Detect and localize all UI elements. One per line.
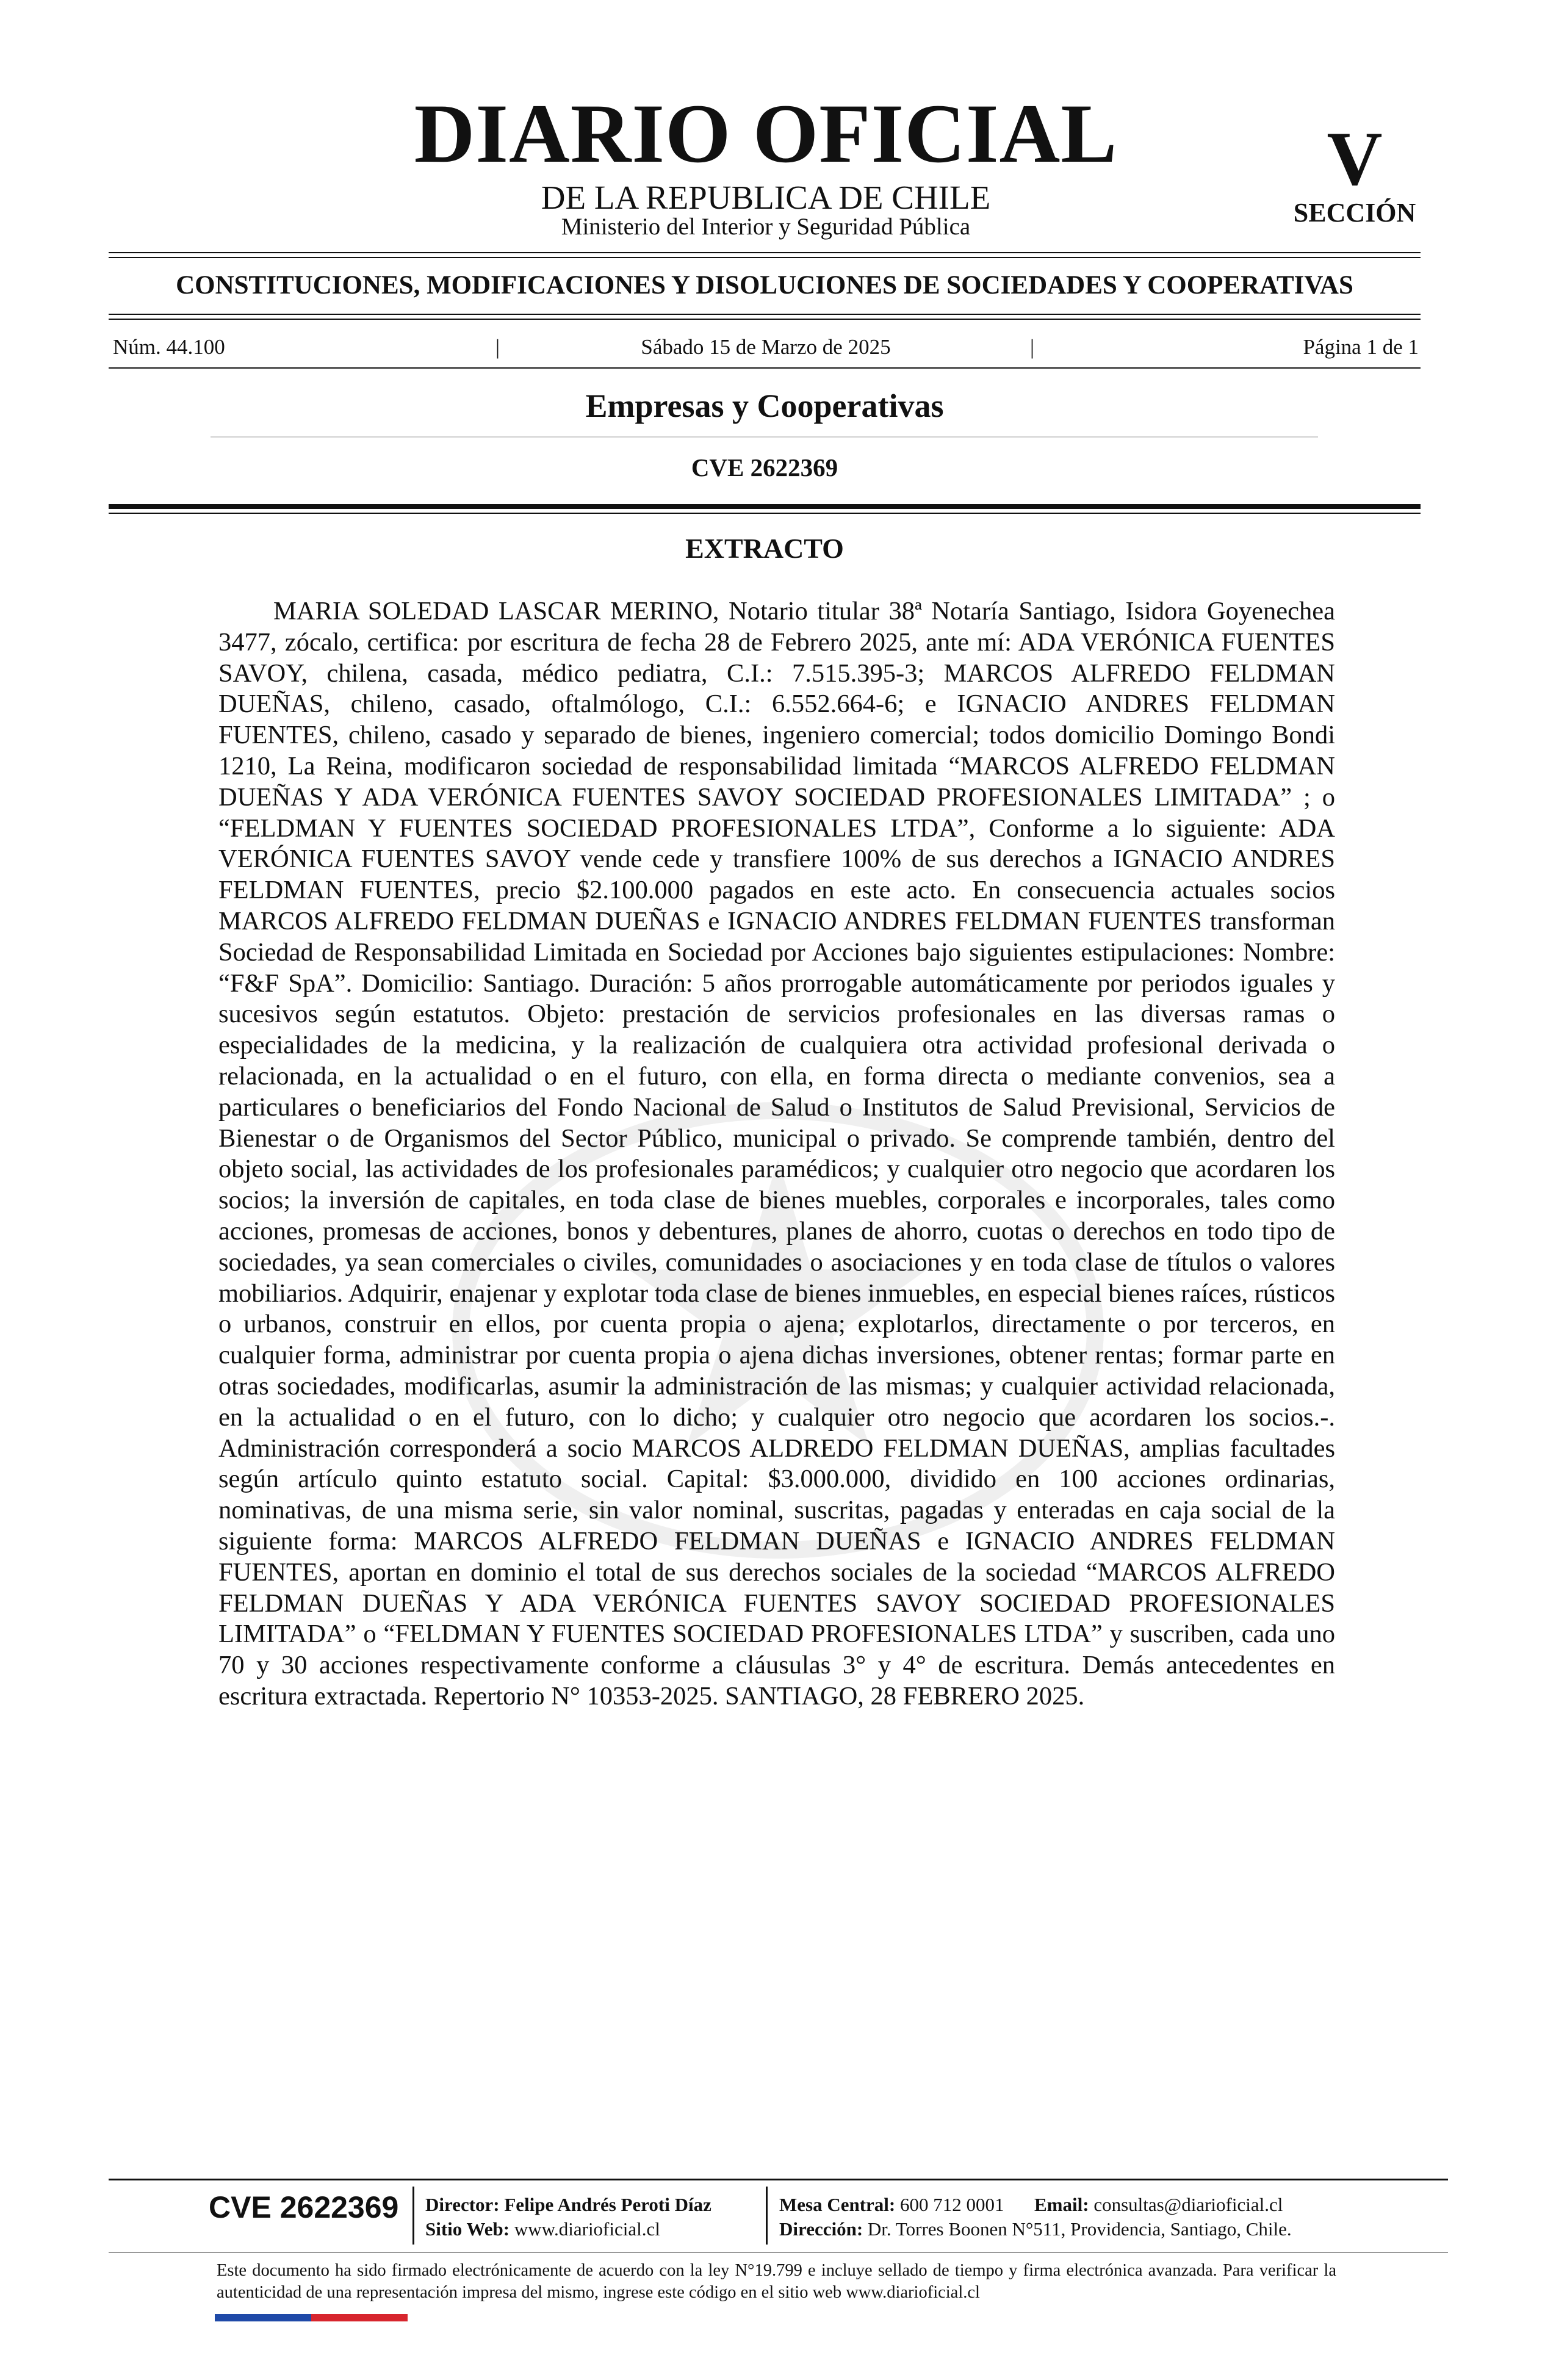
address-value: Dr. Torres Boonen N°511, Providencia, Santiago, Chile. <box>867 2218 1292 2240</box>
issue-rule-bottom <box>109 367 1421 369</box>
footer-cve-code: CVE 2622369 <box>209 2190 399 2224</box>
issue-number: Núm. 44.100 <box>113 335 225 359</box>
issue-separator: | <box>1030 335 1035 359</box>
email-link[interactable]: consultas@diarioficial.cl <box>1093 2194 1283 2215</box>
content-rule-thick <box>109 504 1421 509</box>
footer-director-block <box>425 2193 711 2241</box>
section-heading: CONSTITUCIONES, MODIFICACIONES Y DISOLUCIONES DE SOCIEDADES Y COOPERATIVAS <box>176 271 1353 300</box>
issue-rule-top-2 <box>109 319 1421 320</box>
issue-separator: | <box>495 335 500 359</box>
mesa-phone: 600 712 0001 <box>900 2194 1004 2215</box>
issue-page: Página 1 de 1 <box>1303 335 1419 359</box>
masthead-ministry: Ministerio del Interior y Seguridad Pública <box>561 214 971 240</box>
extract-title: EXTRACTO <box>685 533 844 564</box>
flag-stripe-blue <box>215 2314 311 2321</box>
director-name: Felipe Andrés Peroti Díaz <box>504 2194 711 2215</box>
footer-contact-block <box>779 2193 1292 2241</box>
category-divider <box>211 436 1318 438</box>
issue-rule-top-1 <box>109 314 1421 315</box>
site-label: Sitio Web: <box>425 2218 510 2240</box>
masthead-title: DIARIO OFICIAL <box>414 87 1118 180</box>
email-label: Email: <box>1034 2194 1089 2215</box>
issue-info-row <box>113 335 1419 359</box>
section-letter: V <box>1327 117 1383 201</box>
issue-date: Sábado 15 de Marzo de 2025 <box>641 335 891 359</box>
masthead-rule-bottom <box>109 257 1421 258</box>
cve-code: CVE 2622369 <box>691 453 838 481</box>
site-link[interactable]: www.diarioficial.cl <box>514 2218 660 2240</box>
footer-legal-note: Este documento ha sido firmado electrónicamente de acuerdo con la ley N°19.799 e incluye sellado de tiempo y firma electrónica avanzada. Para verificar la autenticidad de una representación impresa del mismo, ingrese este código en el sitio web www.diarioficial.cl <box>217 2261 1336 2302</box>
footer-divider <box>766 2187 768 2245</box>
category-title: Empresas y Cooperativas <box>585 388 944 424</box>
masthead-subtitle: DE LA REPUBLICA DE CHILE <box>541 179 991 216</box>
footer-rule-middle <box>109 2252 1448 2253</box>
flag-stripe-red <box>311 2314 408 2321</box>
address-label: Dirección: <box>779 2218 863 2240</box>
extract-body-text: MARIA SOLEDAD LASCAR MERINO, Notario titular 38ª Notaría Santiago, Isidora Goyenechea 3477, zócalo, certifica: por escritura de fecha 28 de Febrero 2025, ante mí: ADA VERÓNICA FUENTES SAVOY, chilena, casada, médico pediatra, C.I.: 7.515.395-3; MARCOS ALFREDO FELDMAN DUEÑAS, chileno, casado, oftalmólogo, C.I.: 6.552.664-6; e IGNACIO ANDRES FELDMAN FUENTES, chileno, casado y separado de bienes, ingeniero comercial; todos domicilio Domingo Bondi 1210, La Reina, modificaron sociedad de responsabilidad limitada “MARCOS ALFREDO FELDMAN DUEÑAS Y ADA VERÓNICA FUENTES SAVOY SOCIEDAD PROFESIONALES LIMITADA” ; o “FELDMAN Y FUENTES SOCIEDAD PROFESIONALES LTDA”, Conforme a lo siguiente: ADA VERÓNICA FUENTES SAVOY vende cede y transfiere 100% de sus derechos a IGNACIO ANDRES FELDMAN FUENTES, precio $2.100.000 pagados en este acto. En consecuencia actuales socios MARCOS ALFREDO FELDMAN DUEÑAS e IGNACIO ANDRES FELDMAN FUENTES transforman Sociedad de Responsabilidad Limitada en Sociedad por Acciones bajo siguientes estipulaciones: Nombre: “F&F SpA”. Domicilio: Santiago. Duración: 5 años prorrogable automáticamente por periodos iguales y sucesivos según estatutos. Objeto: prestación de servicios profesionales en las diversas ramas o especialidades de la medicina, y la realización de cualquiera otra actividad profesional derivada o relacionada, en la actualidad o en el futuro, con ella, en forma directa o mediante convenios, sea a particulares o beneficiarios del Fondo Nacional de Salud o Institutos de Salud Previsional, Servicios de Bienestar o de Organismos del Sector Público, municipal o privado. Se comprende también, dentro del objeto social, las actividades de los profesionales paramédicos; y cualquier otro negocio que acordaren los socios; la inversión de capitales, en toda clase de bienes muebles, corporales e incorporales, tales como acciones, promesas de acciones, bonos y debentures, planes de ahorro, cuotas o derechos en todo tipo de sociedades, ya sean comerciales o civiles, comunidades o asociaciones y en toda clase de títulos o valores mobiliarios. Adquirir, enajenar y explotar toda clase de bienes inmuebles, en especial bienes raíces, rústicos o urbanos, construir en ellos, por cuenta propia o ajena; explotarlos, directamente o por terceros, en cualquier forma, administrar por cuenta propia o ajena dichas inversiones, obtener rentas; formar parte en otras sociedades, modificarlas, asumir la administración de las mismas; y cualquier actividad relacionada, en la actualidad o en el futuro, con lo dicho; y cualquier otro negocio que acordaren los socios.-. Administración corresponderá a socio MARCOS ALDREDO FELDMAN DUEÑAS, amplias facultades según artículo quinto estatuto social. Capital: $3.000.000, dividido en 100 acciones ordinarias, nominativas, de una misma serie, sin valor nominal, suscritas, pagadas y enteradas en caja social de la siguiente forma: MARCOS ALFREDO FELDMAN DUEÑAS e IGNACIO ANDRES FELDMAN FUENTES, aportan en dominio el total de sus derechos sociales de la sociedad “MARCOS ALFREDO FELDMAN DUEÑAS Y ADA VERÓNICA FUENTES SAVOY SOCIEDAD PROFESIONALES LIMITADA” o “FELDMAN Y FUENTES SOCIEDAD PROFESIONALES LTDA” y suscriben, cada uno 70 y 30 acciones respectivamente conforme a cláusulas 3° y 4° de escritura. Demás antecedentes en escritura extractada. Repertorio N° 10353-2025. SANTIAGO, 28 FEBRERO 2025. <box>218 597 1335 1711</box>
flag-stripe <box>215 2314 408 2321</box>
mesa-label: Mesa Central: <box>779 2194 896 2215</box>
director-label: Director: <box>425 2194 500 2215</box>
footer-divider <box>412 2187 414 2245</box>
masthead-rule-top <box>109 252 1421 253</box>
content-rule-thin <box>109 513 1421 514</box>
footer-rule-top <box>109 2179 1448 2180</box>
section-label: SECCIÓN <box>1293 198 1416 228</box>
